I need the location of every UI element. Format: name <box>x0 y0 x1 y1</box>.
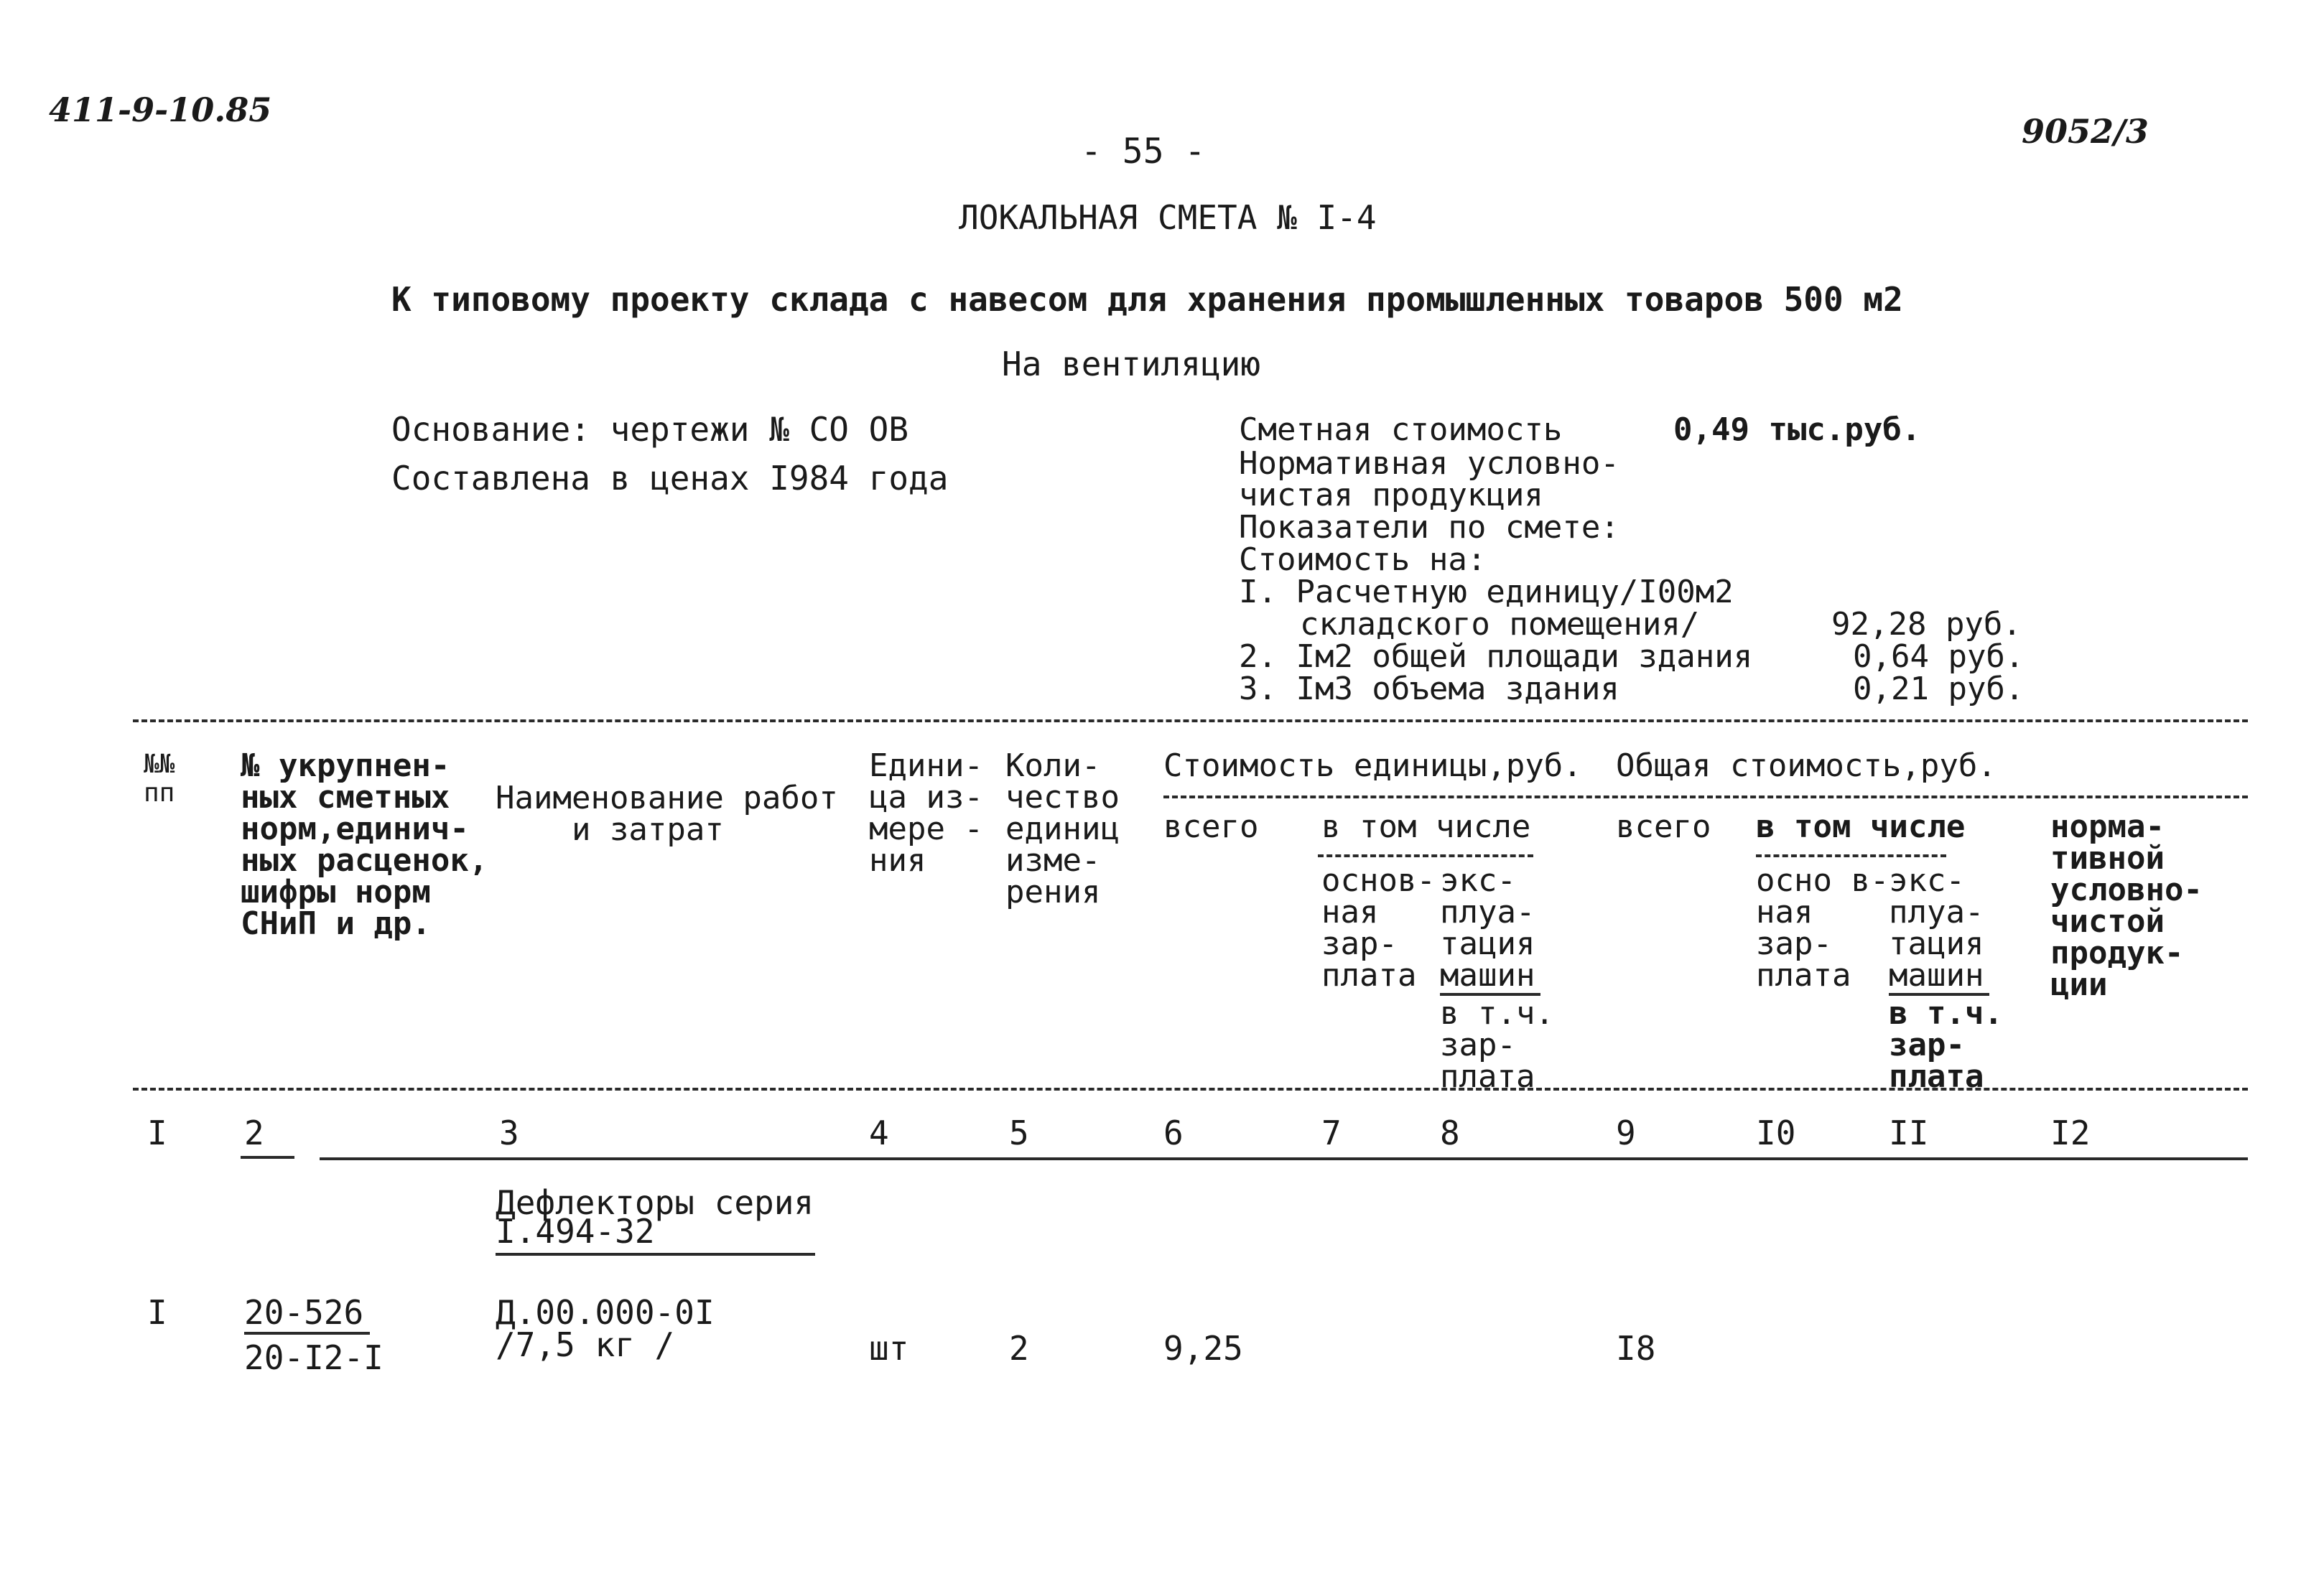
cost-group-rule <box>1163 796 2248 798</box>
column-number-10: I0 <box>1756 1114 1796 1152</box>
col-header-unit-machine-wage: в т.ч. зар- плата <box>1440 995 1554 1095</box>
document-code: 411-9-10.85 <box>49 90 272 129</box>
col-header-number: №№ пп <box>144 750 175 808</box>
column-number-9: 9 <box>1616 1114 1636 1152</box>
column-numbers-rule <box>320 1157 2248 1160</box>
col-header-unit: Едини- ца из- мере - ния <box>869 747 983 879</box>
group-title-underline <box>496 1253 815 1256</box>
group-title-line2: I.494-32 <box>496 1212 655 1251</box>
col-header-unit-incl: в том числе <box>1321 808 1531 845</box>
row-name-line2: /7,5 кг / <box>496 1325 675 1364</box>
basis-drawings: Основание: чертежи № СО ОВ <box>391 410 909 449</box>
row-code-top: 20-526 <box>244 1293 364 1332</box>
col-header-norm-codes: № укрупнен- ных сметных норм,единич- ных расценок, шифры норм СНиП и др. <box>241 747 488 942</box>
incl-rule-total <box>1756 854 1946 857</box>
row-number: I <box>147 1293 167 1332</box>
col-header-work-name: Наименование работ и затрат <box>496 780 838 848</box>
col-header-total-machine: экс- плуа- тация машин <box>1889 862 1984 994</box>
col-header-total-cost: Общая стоимость,руб. <box>1616 747 1997 784</box>
col-header-quantity: Коли- чество единиц изме- рения <box>1005 747 1120 910</box>
estimate-cost-value: 0,49 тыс.руб. <box>1673 411 1921 448</box>
col-header-unit-machine: экс- плуа- тация машин <box>1440 862 1535 994</box>
row-code-divider <box>244 1332 370 1335</box>
column-number-6: 6 <box>1163 1114 1184 1152</box>
project-subtitle: К типовому проекту склада с навесом для хранения промышленных товаров 500 м2 <box>391 280 1903 319</box>
basis-prices: Составлена в ценах I984 года <box>391 459 949 498</box>
col-header-total-incl: в том числе <box>1756 808 1966 845</box>
incl-rule-unit <box>1318 854 1533 857</box>
estimate-cost-label: Сметная стоимость <box>1239 411 1563 448</box>
normative-label-1: Нормативная условно- <box>1239 445 1619 482</box>
column-number-2: 2 <box>244 1114 264 1152</box>
col-header-unit-cost: Стоимость единицы,руб. <box>1163 747 1582 784</box>
col-header-unit-total: всего <box>1163 808 1259 845</box>
indicator-2-label: 2. Iм2 общей площади здания <box>1239 638 1753 675</box>
row-unit-cost-total: 9,25 <box>1163 1329 1243 1368</box>
indicator-3-value: 0,21 руб. <box>1853 671 2025 707</box>
column-number-7: 7 <box>1321 1114 1342 1152</box>
row-name-line1: Д.00.000-0I <box>496 1293 715 1332</box>
indicator-3-label: 3. Iм3 объема здания <box>1239 671 1619 707</box>
column-number-1: I <box>147 1114 167 1152</box>
column-number-4: 4 <box>869 1114 889 1152</box>
row-unit: шт <box>869 1329 909 1368</box>
column-number-5: 5 <box>1009 1114 1029 1152</box>
col-header-unit-wage: основ- ная зар- плата <box>1321 862 1436 994</box>
indicator-1-label: I. Расчетную единицу/I00м2 <box>1239 574 1734 610</box>
indicator-1-label-2: складского помещения/ <box>1300 606 1700 643</box>
col-header-total-machine-wage: в т.ч. зар- плата <box>1889 995 2003 1095</box>
section-title: На вентиляцию <box>1002 345 1261 383</box>
normative-label-2: чистая продукция <box>1239 477 1543 513</box>
column-number-12: I2 <box>2050 1114 2091 1152</box>
row-total-cost: I8 <box>1616 1329 1656 1368</box>
row-quantity: 2 <box>1009 1329 1029 1368</box>
column-number-8: 8 <box>1440 1114 1460 1152</box>
group-title-line1: Дефлекторы серия <box>496 1183 814 1222</box>
col-header-normative: норма- тивной условно- чистой продук- ции <box>2050 808 2203 1003</box>
column-number-11: II <box>1889 1114 1929 1152</box>
col-header-total-all: всего <box>1616 808 1711 845</box>
indicator-2-value: 0,64 руб. <box>1853 638 2025 675</box>
indicator-1-value: 92,28 руб. <box>1831 606 2022 643</box>
indicators-label: Показатели по смете: <box>1239 509 1619 546</box>
archive-number: 9052/3 <box>2022 112 2149 151</box>
column-number-2-underline <box>241 1156 294 1159</box>
page-number: - 55 - <box>1081 131 1206 172</box>
cost-on-label: Стоимость на: <box>1239 541 1487 578</box>
col-header-total-wage: осно в- ная зар- плата <box>1756 862 1890 994</box>
table-top-rule <box>133 719 2248 722</box>
column-number-3: 3 <box>499 1114 519 1152</box>
row-code-bottom: 20-I2-I <box>244 1338 384 1377</box>
page-title: ЛОКАЛЬНАЯ СМЕТА № I-4 <box>959 198 1377 237</box>
